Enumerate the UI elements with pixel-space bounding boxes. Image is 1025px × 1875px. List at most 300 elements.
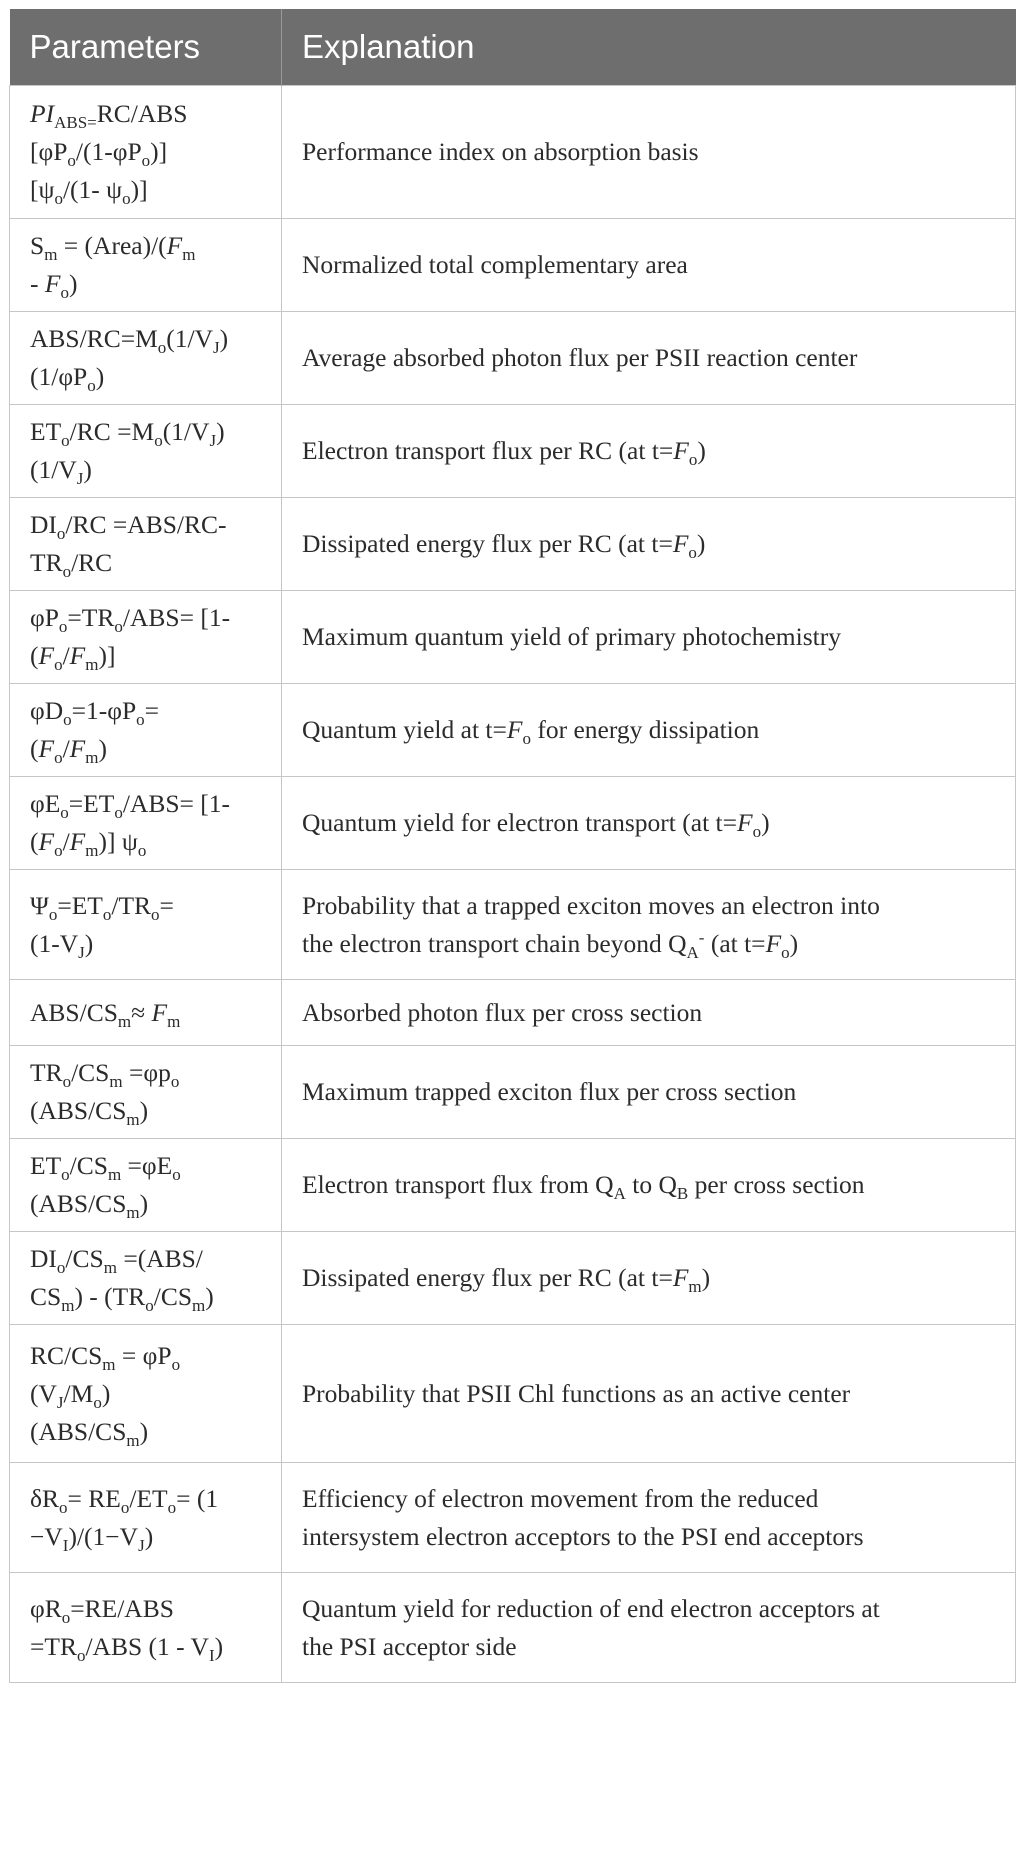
- param-text-segment: o: [62, 1072, 72, 1091]
- expl-text-segment: Dissipated energy flux per RC (at t=: [302, 1263, 673, 1292]
- header-row: [10, 9, 1016, 86]
- table-row: [10, 1325, 1016, 1463]
- param-text-segment: =1-φP: [71, 696, 137, 725]
- parameter-cell: [10, 1139, 282, 1232]
- param-text-segment: RC/ABS: [96, 99, 188, 128]
- param-line: [30, 320, 261, 358]
- explanation-cell: [282, 1325, 1016, 1463]
- param-text-segment: o: [54, 841, 63, 860]
- param-text-segment: o: [56, 524, 66, 543]
- param-text-segment: /ABS (1 - V: [85, 1631, 209, 1661]
- expl-line: [302, 711, 995, 749]
- expl-text-segment: Performance index on absorption basis: [302, 137, 699, 166]
- param-text-segment: o: [170, 1072, 180, 1091]
- expl-text-segment: ): [761, 808, 770, 837]
- expl-text-segment: ): [789, 928, 799, 958]
- param-text-segment: (1/V: [166, 324, 214, 353]
- expl-text-segment: Probability that PSII Chl functions as an active center: [302, 1378, 851, 1408]
- param-text-segment: φD: [30, 696, 64, 725]
- param-text-segment: TR: [30, 548, 63, 577]
- param-line: [30, 1413, 261, 1451]
- explanation-cell: [282, 86, 1016, 219]
- parameter-cell: [10, 86, 282, 219]
- param-text-segment: o: [61, 1607, 71, 1627]
- param-text-segment: Ψ: [30, 890, 49, 920]
- param-line: [30, 265, 261, 303]
- expl-line: [302, 1375, 995, 1413]
- expl-text-segment: o: [688, 543, 697, 562]
- param-text-segment: ): [84, 928, 94, 958]
- param-text-segment: F: [38, 734, 55, 763]
- param-text-segment: o: [60, 803, 69, 822]
- table-row: [10, 1573, 1016, 1683]
- param-line: [30, 1590, 261, 1628]
- param-line: [30, 544, 261, 582]
- param-text-segment: /: [62, 641, 70, 670]
- parameter-cell: [10, 1325, 282, 1463]
- param-text-segment: (: [30, 641, 39, 670]
- expl-text-segment: A: [613, 1184, 626, 1203]
- param-text-segment: m: [85, 748, 99, 767]
- table-body: [10, 86, 1016, 1683]
- param-text-segment: ): [219, 324, 229, 353]
- param-text-segment: /CS: [153, 1282, 193, 1311]
- param-line: [30, 692, 261, 730]
- param-text-segment: ET: [30, 1151, 62, 1180]
- expl-line: [302, 925, 995, 963]
- expl-text-segment: F: [765, 928, 782, 958]
- param-text-segment: J: [76, 469, 84, 488]
- parameter-cell: [10, 312, 282, 405]
- expl-line: [302, 1628, 995, 1666]
- param-text-segment: ≈: [131, 997, 152, 1027]
- table-row: [10, 1139, 1016, 1232]
- param-text-segment: = φP: [115, 1340, 172, 1370]
- param-text-segment: m: [107, 1165, 122, 1184]
- param-line: [30, 1092, 261, 1130]
- explanation-cell: [282, 498, 1016, 591]
- param-text-segment: m: [85, 655, 99, 674]
- expl-text-segment: the PSI acceptor side: [302, 1631, 517, 1661]
- expl-line: [302, 432, 995, 470]
- explanation-cell: [282, 777, 1016, 870]
- param-text-segment: o: [76, 1645, 86, 1665]
- expl-text-segment: o: [752, 822, 762, 841]
- expl-text-segment: F: [737, 808, 753, 837]
- expl-text-segment: to Q: [625, 1170, 677, 1199]
- param-text-segment: ): [68, 269, 78, 298]
- explanation-cell: [282, 219, 1016, 312]
- expl-text-segment: ): [701, 1263, 711, 1292]
- param-text-segment: =φp: [122, 1058, 171, 1087]
- expl-line: [302, 618, 995, 656]
- explanation-cell: [282, 684, 1016, 777]
- param-line: [30, 133, 261, 171]
- param-text-segment: o: [63, 710, 72, 729]
- expl-text-segment: F: [672, 529, 689, 558]
- expl-text-segment: F: [672, 1263, 689, 1292]
- param-text-segment: φR: [30, 1593, 62, 1623]
- table-header: [10, 9, 1016, 86]
- param-text-segment: o: [61, 431, 70, 450]
- param-text-segment: -: [30, 269, 45, 298]
- param-text-segment: )] ψ: [98, 827, 138, 856]
- table-row: [10, 498, 1016, 591]
- param-text-segment: /: [62, 734, 70, 763]
- param-line: [30, 599, 261, 637]
- param-text-segment: φP: [30, 603, 59, 632]
- parameter-cell: [10, 405, 282, 498]
- param-text-segment: ABS/RC=M: [30, 324, 158, 353]
- param-text-segment: =ET: [57, 890, 103, 920]
- expl-text-segment: o: [781, 942, 790, 962]
- table-row: [10, 219, 1016, 312]
- param-text-segment: (1/V: [30, 455, 77, 484]
- param-text-segment: /M: [63, 1378, 94, 1408]
- param-text-segment: /ABS= [1-: [122, 789, 231, 818]
- param-text-segment: )]: [150, 137, 168, 166]
- expl-text-segment: F: [506, 715, 523, 744]
- param-line: [30, 95, 261, 133]
- table-row: [10, 777, 1016, 870]
- param-text-segment: )/(1−V: [68, 1521, 139, 1551]
- param-text-segment: o: [62, 562, 72, 581]
- expl-line: [302, 1166, 995, 1204]
- parameter-cell: [10, 219, 282, 312]
- param-text-segment: −V: [30, 1521, 63, 1551]
- param-text-segment: J: [138, 1535, 145, 1555]
- param-line: [30, 925, 261, 963]
- param-text-segment: o: [171, 1354, 181, 1374]
- param-text-segment: /ABS= [1-: [122, 603, 231, 632]
- param-text-segment: o: [87, 376, 96, 395]
- param-text-segment: /CS: [65, 1244, 104, 1273]
- param-text-segment: o: [60, 283, 69, 302]
- param-line: [30, 823, 261, 861]
- expl-line: [302, 246, 995, 284]
- expl-line: [302, 1073, 995, 1111]
- param-text-segment: J: [56, 1392, 64, 1412]
- param-text-segment: m: [192, 1296, 206, 1315]
- param-text-segment: =TR: [67, 603, 115, 632]
- param-text-segment: o: [141, 151, 151, 170]
- param-text-segment: m: [109, 1072, 123, 1091]
- parameter-cell: [10, 1046, 282, 1139]
- param-text-segment: m: [61, 1296, 75, 1315]
- param-text-segment: F: [69, 641, 86, 670]
- param-text-segment: m: [182, 245, 196, 264]
- expl-text-segment: Maximum quantum yield of primary photochemistry: [302, 622, 841, 651]
- expl-text-segment: -: [698, 927, 705, 947]
- explanation-cell: [282, 870, 1016, 980]
- expl-text-segment: Efficiency of electron movement from the reduced: [302, 1483, 819, 1513]
- param-text-segment: /TR: [111, 890, 152, 920]
- param-line: [30, 1375, 261, 1413]
- expl-text-segment: per cross section: [688, 1170, 865, 1199]
- expl-line: [302, 1259, 995, 1297]
- param-text-segment: ABS=: [54, 113, 97, 132]
- param-text-segment: o: [61, 1165, 70, 1184]
- param-text-segment: m: [103, 1258, 117, 1277]
- param-text-segment: /ET: [129, 1483, 168, 1513]
- param-text-segment: o: [172, 1165, 181, 1184]
- param-text-segment: m: [102, 1354, 116, 1374]
- explanation-cell: [282, 1463, 1016, 1573]
- param-text-segment: /: [62, 827, 70, 856]
- parameter-cell: [10, 870, 282, 980]
- param-text-segment: m: [117, 1011, 132, 1031]
- param-text-segment: o: [58, 617, 68, 636]
- parameter-cell: [10, 777, 282, 870]
- expl-line: [302, 133, 995, 171]
- param-text-segment: S: [30, 231, 45, 260]
- header-explanation: Explanation: [282, 9, 1016, 86]
- param-text-segment: /RC =ABS/RC-: [65, 510, 227, 539]
- explanation-cell: [282, 1573, 1016, 1683]
- param-line: [30, 1337, 261, 1375]
- param-text-segment: =TR: [30, 1631, 77, 1661]
- param-line: [30, 1185, 261, 1223]
- explanation-cell: [282, 591, 1016, 684]
- table-row: [10, 1463, 1016, 1573]
- param-text-segment: DI: [30, 510, 57, 539]
- param-text-segment: ): [139, 1096, 149, 1125]
- explanation-cell: [282, 980, 1016, 1046]
- param-text-segment: /(1- ψ: [62, 175, 123, 204]
- expl-text-segment: o: [688, 450, 698, 469]
- param-text-segment: m: [126, 1430, 140, 1450]
- param-line: [30, 451, 261, 489]
- param-line: [30, 1054, 261, 1092]
- param-text-segment: /(1-φP: [75, 137, 142, 166]
- param-text-segment: ABS/CS: [30, 997, 118, 1027]
- param-line: [30, 227, 261, 265]
- param-text-segment: F: [38, 641, 55, 670]
- expl-text-segment: for energy dissipation: [530, 715, 760, 744]
- param-line: [30, 1518, 261, 1556]
- explanation-cell: [282, 312, 1016, 405]
- parameter-cell: [10, 498, 282, 591]
- expl-text-segment: Quantum yield for electron transport (at t=: [302, 808, 737, 837]
- table-row: [10, 591, 1016, 684]
- param-text-segment: (: [30, 734, 39, 763]
- param-line: [30, 1628, 261, 1666]
- param-text-segment: ): [139, 1416, 149, 1446]
- param-text-segment: ): [98, 734, 107, 763]
- parameter-cell: [10, 980, 282, 1046]
- param-text-segment: (1/V: [162, 417, 210, 446]
- param-text-segment: =φE: [121, 1151, 173, 1180]
- param-text-segment: /RC =M: [69, 417, 155, 446]
- param-text-segment: F: [69, 734, 86, 763]
- param-line: [30, 637, 261, 675]
- param-text-segment: F: [38, 827, 55, 856]
- parameter-cell: [10, 1463, 282, 1573]
- param-text-segment: =: [144, 696, 160, 725]
- param-text-segment: =RE/ABS: [70, 1593, 174, 1623]
- param-text-segment: o: [102, 904, 112, 924]
- param-text-segment: o: [145, 1296, 154, 1315]
- param-text-segment: [φP: [30, 137, 68, 166]
- param-text-segment: o: [56, 1258, 66, 1277]
- expl-line: [302, 887, 995, 925]
- param-line: [30, 1278, 261, 1316]
- expl-line: [302, 1518, 995, 1556]
- param-text-segment: o: [114, 803, 123, 822]
- parameter-cell: [10, 1232, 282, 1325]
- param-text-segment: o: [54, 655, 63, 674]
- param-text-segment: o: [93, 1392, 102, 1412]
- param-line: [30, 730, 261, 768]
- param-text-segment: m: [85, 841, 99, 860]
- param-text-segment: m: [44, 245, 58, 264]
- expl-line: [302, 804, 995, 842]
- param-text-segment: RC/CS: [30, 1340, 103, 1370]
- expl-text-segment: ): [696, 529, 706, 558]
- param-text-segment: (V: [30, 1378, 57, 1408]
- param-line: [30, 1480, 261, 1518]
- expl-text-segment: intersystem electron acceptors to the PSI end acceptors: [302, 1521, 864, 1551]
- param-text-segment: J: [213, 338, 220, 357]
- param-text-segment: ): [83, 455, 92, 484]
- param-text-segment: /RC: [71, 548, 113, 577]
- param-text-segment: = RE: [67, 1483, 121, 1513]
- param-text-segment: (ABS/CS: [30, 1189, 127, 1218]
- table-row: [10, 405, 1016, 498]
- param-text-segment: ): [139, 1189, 149, 1218]
- expl-line: [302, 525, 995, 563]
- header-parameters: Parameters: [10, 9, 282, 86]
- param-text-segment: o: [122, 189, 131, 208]
- explanation-cell: [282, 405, 1016, 498]
- param-text-segment: ): [205, 1282, 214, 1311]
- expl-text-segment: (at t=: [704, 928, 766, 958]
- expl-text-segment: Absorbed photon flux per cross section: [302, 997, 703, 1027]
- param-text-segment: I: [62, 1535, 69, 1555]
- parameter-cell: [10, 591, 282, 684]
- table-row: [10, 684, 1016, 777]
- expl-text-segment: Maximum trapped exciton flux per cross section: [302, 1077, 797, 1106]
- parameters-table: [9, 9, 1016, 1683]
- param-text-segment: F: [69, 827, 86, 856]
- param-text-segment: =(ABS/: [116, 1244, 203, 1273]
- param-line: [30, 887, 261, 925]
- table-row: [10, 312, 1016, 405]
- param-line: [30, 413, 261, 451]
- expl-text-segment: m: [688, 1277, 702, 1296]
- param-text-segment: (1/φP: [30, 362, 88, 391]
- param-line: [30, 171, 261, 209]
- param-text-segment: /CS: [69, 1151, 108, 1180]
- expl-line: [302, 1480, 995, 1518]
- explanation-cell: [282, 1139, 1016, 1232]
- param-text-segment: ET: [30, 417, 62, 446]
- param-text-segment: o: [59, 1497, 68, 1517]
- param-text-segment: o: [120, 1497, 130, 1517]
- param-text-segment: DI: [30, 1244, 57, 1273]
- parameter-cell: [10, 684, 282, 777]
- param-text-segment: F: [166, 231, 183, 260]
- param-text-segment: )]: [98, 641, 116, 670]
- param-text-segment: m: [126, 1203, 140, 1222]
- param-text-segment: φE: [30, 789, 61, 818]
- param-line: [30, 1240, 261, 1278]
- param-text-segment: o: [154, 431, 163, 450]
- param-text-segment: o: [137, 841, 147, 860]
- expl-text-segment: Normalized total complementary area: [302, 250, 688, 279]
- param-text-segment: δR: [30, 1483, 60, 1513]
- expl-text-segment: Quantum yield at t=: [302, 715, 507, 744]
- param-text-segment: TR: [30, 1058, 63, 1087]
- expl-text-segment: Average absorbed photon flux per PSII reaction center: [302, 343, 858, 372]
- param-text-segment: )]: [130, 175, 148, 204]
- param-text-segment: o: [54, 189, 63, 208]
- param-text-segment: ): [216, 417, 225, 446]
- param-text-segment: ): [214, 1631, 224, 1661]
- expl-line: [302, 339, 995, 377]
- explanation-cell: [282, 1232, 1016, 1325]
- param-text-segment: F: [151, 997, 168, 1027]
- param-text-segment: J: [78, 942, 85, 962]
- table-row: [10, 870, 1016, 980]
- param-text-segment: (ABS/CS: [30, 1416, 127, 1446]
- param-text-segment: = (Area)/(: [57, 231, 167, 260]
- param-text-segment: m: [126, 1110, 140, 1129]
- expl-line: [302, 1590, 995, 1628]
- param-text-segment: = (1: [176, 1483, 219, 1513]
- param-text-segment: [ψ: [30, 175, 55, 204]
- param-text-segment: (ABS/CS: [30, 1096, 127, 1125]
- param-text-segment: o: [167, 1497, 177, 1517]
- param-text-segment: =ET: [68, 789, 115, 818]
- param-text-segment: /CS: [71, 1058, 110, 1087]
- param-line: [30, 1147, 261, 1185]
- param-text-segment: J: [209, 431, 217, 450]
- expl-line: [302, 994, 995, 1032]
- parameter-cell: [10, 1573, 282, 1683]
- param-text-segment: ): [101, 1378, 111, 1408]
- expl-text-segment: ): [697, 436, 706, 465]
- expl-text-segment: Electron transport flux from Q: [302, 1170, 614, 1199]
- param-text-segment: =: [159, 890, 174, 920]
- param-text-segment: o: [48, 904, 58, 924]
- table-row: [10, 86, 1016, 219]
- param-text-segment: F: [44, 269, 61, 298]
- param-text-segment: (1-V: [30, 928, 79, 958]
- expl-text-segment: B: [676, 1184, 689, 1203]
- param-text-segment: ): [144, 1521, 154, 1551]
- param-text-segment: o: [136, 710, 145, 729]
- expl-text-segment: Probability that a trapped exciton moves an electron into: [302, 890, 880, 920]
- param-text-segment: ) - (TR: [74, 1282, 146, 1311]
- param-text-segment: o: [114, 617, 123, 636]
- param-text-segment: (: [30, 827, 39, 856]
- explanation-cell: [282, 1046, 1016, 1139]
- param-line: [30, 994, 261, 1032]
- param-text-segment: CS: [30, 1282, 62, 1311]
- expl-text-segment: F: [673, 436, 689, 465]
- param-text-segment: o: [151, 904, 160, 924]
- table-row: [10, 1232, 1016, 1325]
- table-row: [10, 1046, 1016, 1139]
- expl-text-segment: Dissipated energy flux per RC (at t=: [302, 529, 673, 558]
- expl-text-segment: the electron transport chain beyond Q: [302, 928, 687, 958]
- expl-text-segment: A: [686, 942, 699, 962]
- expl-text-segment: o: [522, 729, 531, 748]
- param-text-segment: m: [167, 1011, 181, 1031]
- param-text-segment: o: [157, 338, 167, 357]
- table-row: [10, 980, 1016, 1046]
